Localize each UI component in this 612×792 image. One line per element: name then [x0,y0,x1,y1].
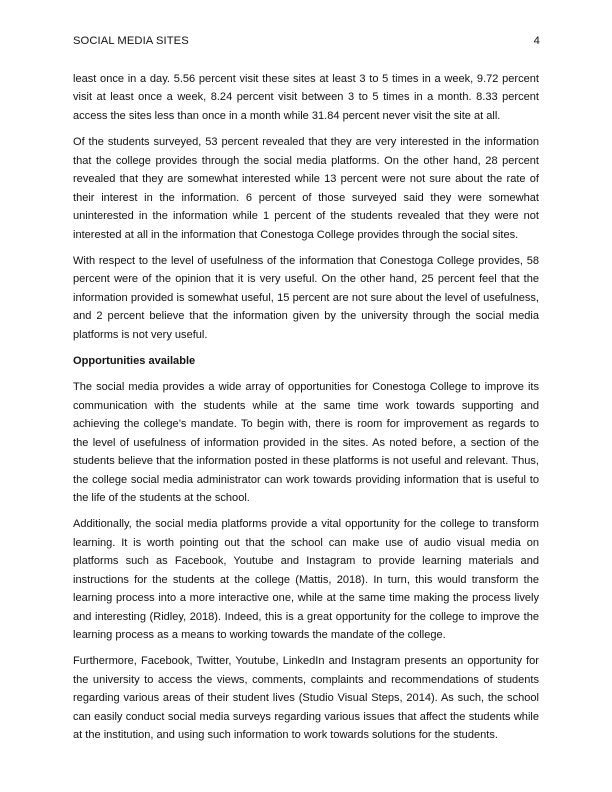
paragraph-opportunities-learning: Additionally, the social media platforms provide a vital opportunity for the college to transform learning. It is worth pointing out that the school can make use of audio visual media on platforms such as Facebook, Youtube and Instagram to provide learning materials and instructions for the students at the college (Mattis, 2018). In turn, this would transform the learning process into a more interactive one, while at the same time making the process lively and interesting (Ridley, 2018). Indeed, this is a great opportunity for the college to improve the learning process as a means to working towards the mandate of the college. [73,518,539,642]
page-number: 4 [533,35,540,47]
paragraph-opportunities-communication: The social media provides a wide array of opportunities for Conestoga College to improve its communication with the students while at the same time work towards supporting and achieving the college’s mandate. To begin with, there is room for improvement as regards to the level of usefulness of information provided in the sites. As noted before, a section of the students believe that the information posted in these platforms is not useful and relevant. Thus, the college social media administrator can work towards providing information that is useful to the life of the students at the school. [73,381,539,505]
paragraph-opportunities-feedback: Furthermore, Facebook, Twitter, Youtube, LinkedIn and Instagram presents an opportunity for the university to access the views, comments, complaints and recommendations of students regarding various areas of their student lives (Studio Visual Steps, 2014). As such, the school can easily conduct social media surveys regarding various issues that affect the students while at the institution, and using such information to work towards solutions for the students. [73,655,539,742]
section-heading-opportunities: Opportunities available [73,355,196,368]
document-body [73,70,539,753]
paragraph-visit-frequency: least once in a day. 5.56 percent visit these sites at least 3 to 5 times in a week, 9.72 percent visit at least once a week, 8.24 percent visit between 3 to 5 times in a month. 8.33 percent access the sites less than once in a month while 31.84 percent never visit the site at all. [73,73,539,122]
page-header [73,35,540,51]
paragraph-usefulness: With respect to the level of usefulness of the information that Conestoga College provides, 58 percent were of the opinion that it is very useful. On the other hand, 25 percent feel that the information provided is somewhat useful, 15 percent are not sure about the level of usefulness, and 2 percent believe that the information given by the university through the social media platforms is not very useful. [73,254,539,341]
running-head: SOCIAL MEDIA SITES [73,35,189,47]
paragraph-interest-levels: Of the students surveyed, 53 percent revealed that they are very interested in the information that the college provides through the social media platforms. On the other hand, 28 percent revealed that they are somewhat interested while 13 percent were not sure about the rate of their interest in the information. 6 percent of those surveyed said they were somewhat uninterested in the information while 1 percent of the students revealed that they were not interested at all in the information that Conestoga College provides through the social sites. [73,136,539,241]
